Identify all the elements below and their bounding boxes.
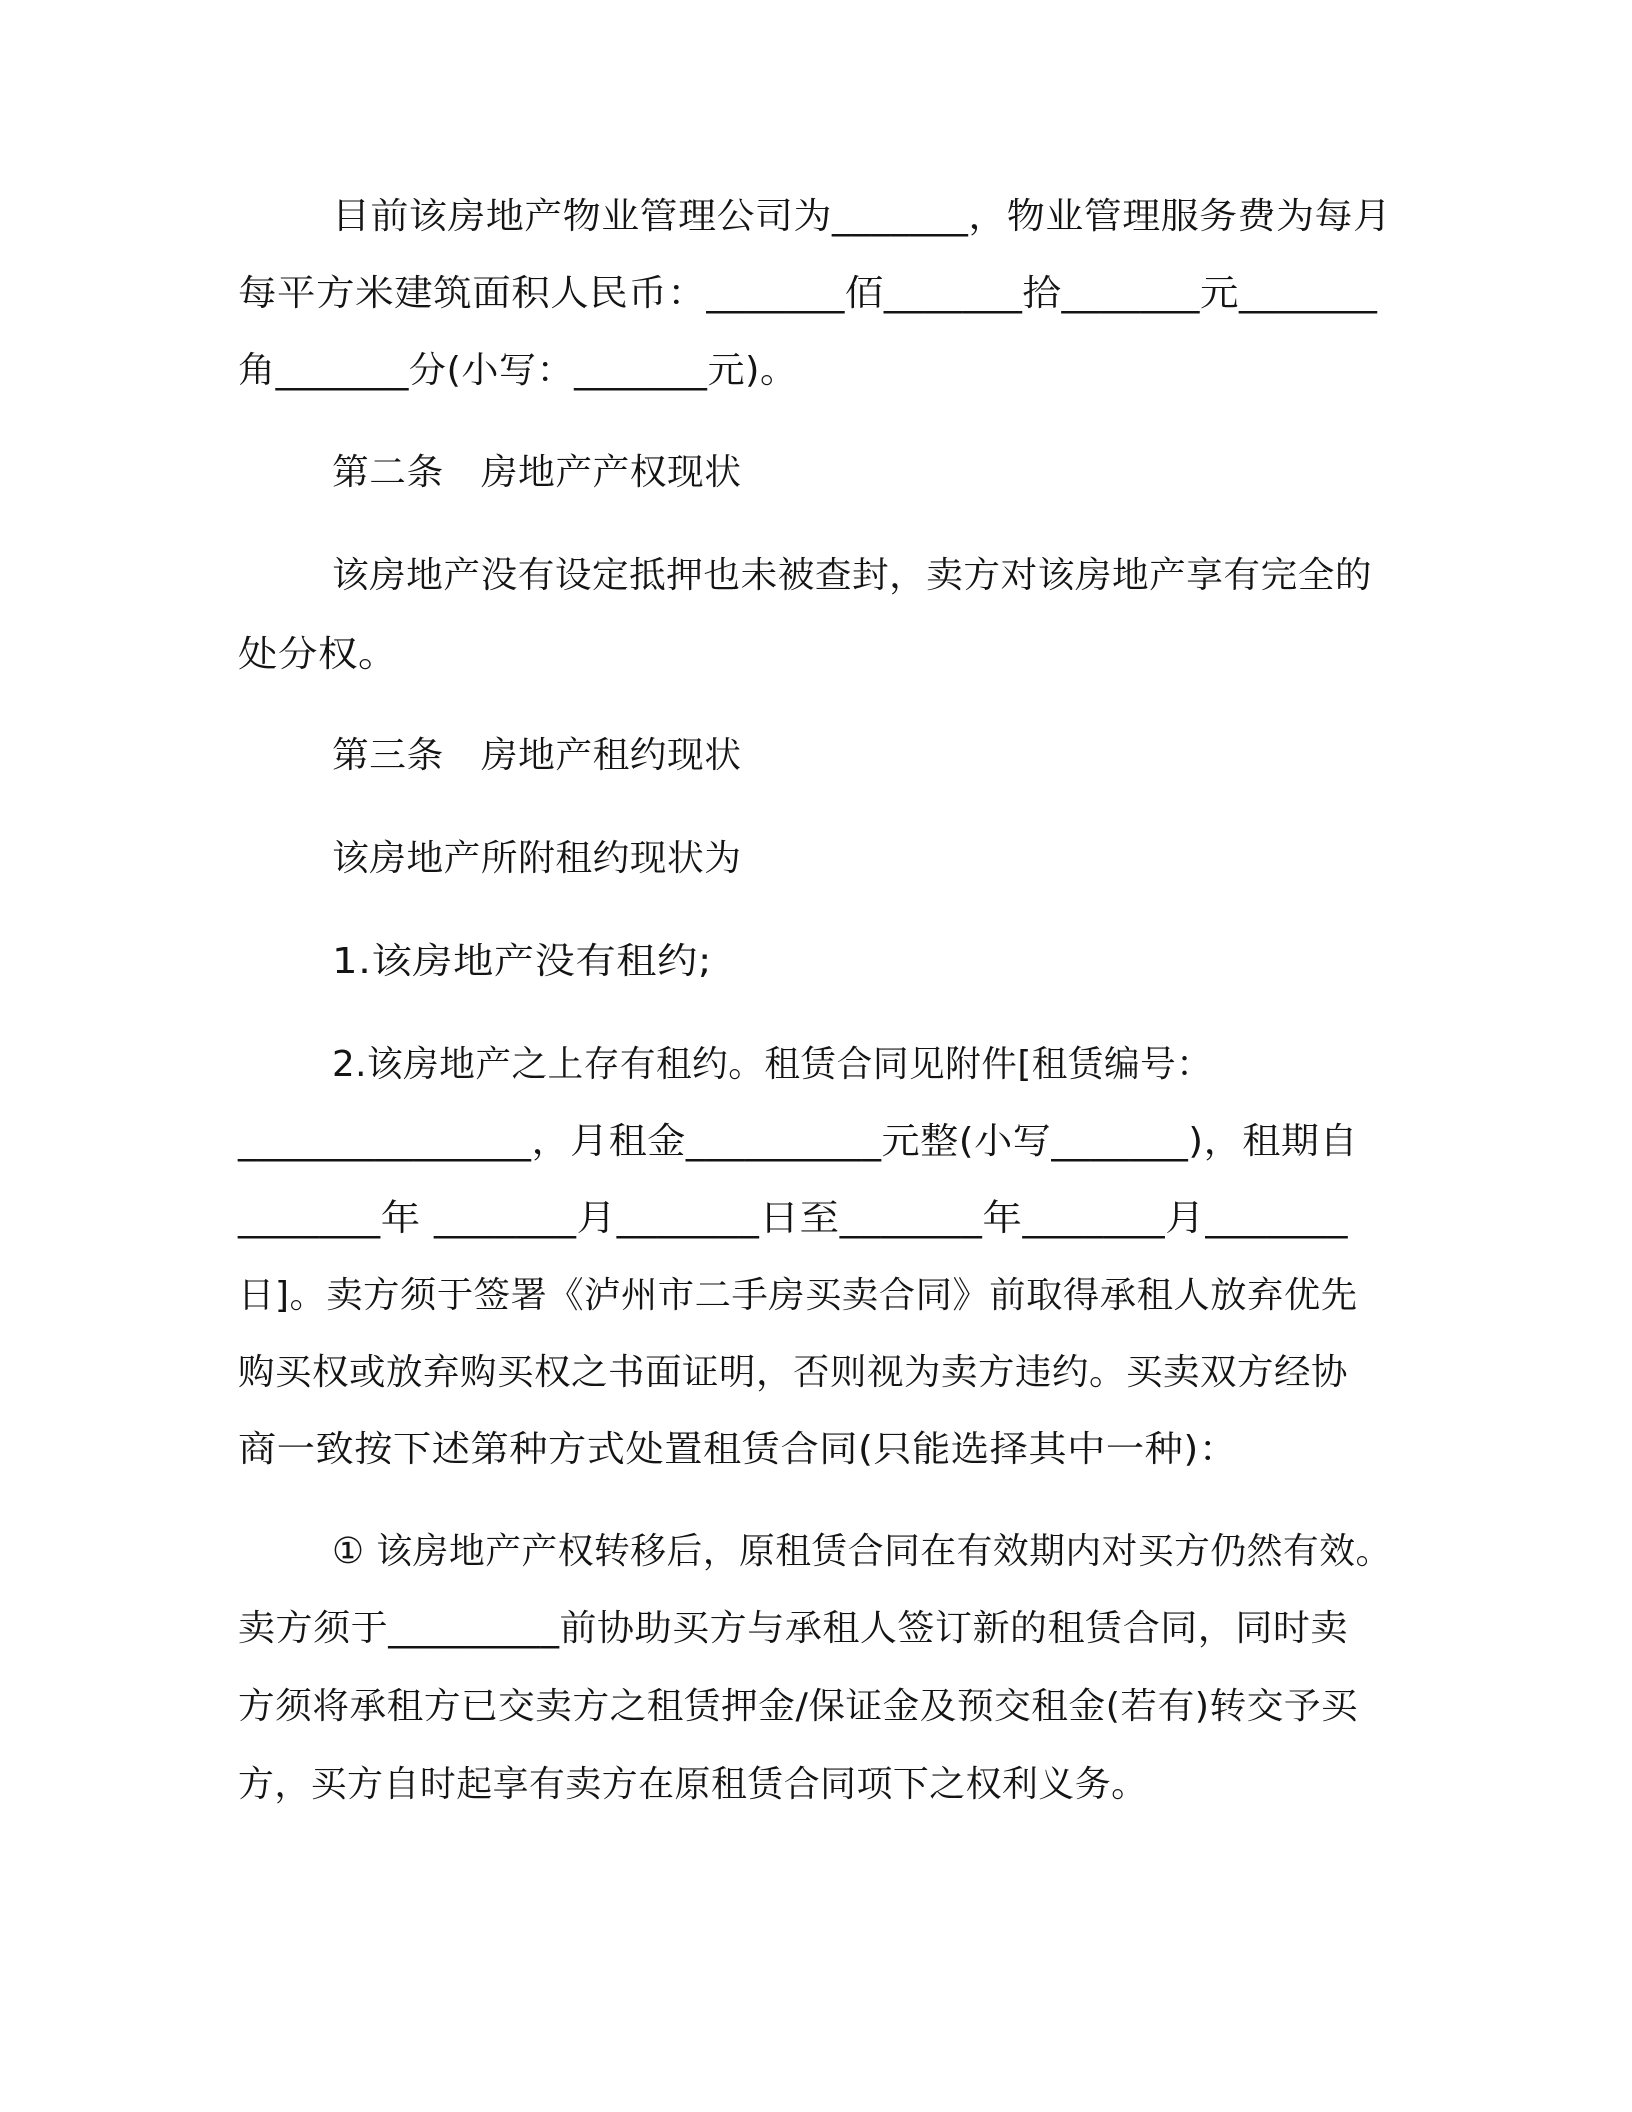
text-line-18: 方须将承租方已交卖方之租赁押金/保证金及预交租金(若有)转交予买 (238, 1686, 1359, 1727)
option-circle-1: ① 该房地产产权转移后，原租赁合同在有效期内对买方仍然有效。 (332, 1531, 1392, 1572)
text-line-8: 该房地产所附租约现状为 (332, 838, 742, 879)
text-line-19: 方，买方自时起享有卖方在原租赁合同项下之权利义务。 (238, 1764, 1148, 1805)
text-line-1: 目前该房地产物业管理公司为_______，物业管理服务费为每月 (332, 196, 1392, 237)
text-line-11: _______________，月租金__________元整(小写_______)，租期自 (238, 1121, 1359, 1162)
lease-option-1: 1.该房地产没有租约; (332, 941, 712, 982)
text-line-13: 日]。卖方须于签署《泸州市二手房买卖合同》前取得承租人放弃优先 (238, 1275, 1358, 1316)
text-line-17: 卖方须于_________前协助买方与承租人签订新的租赁合同，同时卖 (238, 1608, 1349, 1649)
article-2-heading: 第二条 房地产产权现状 (332, 452, 742, 493)
text-line-2: 每平方米建筑面积人民币：_______佰_______拾_______元_______ (238, 273, 1378, 314)
text-line-12: _______年 _______月_______日至_______年_______月_______ (238, 1198, 1348, 1239)
text-line-3: 角_______分(小写：_______元)。 (238, 350, 798, 391)
text-line-6: 处分权。 (238, 634, 399, 675)
text-line-5: 该房地产没有设定抵押也未被查封，卖方对该房地产享有完全的 (332, 555, 1373, 596)
article-3-heading: 第三条 房地产租约现状 (332, 735, 742, 776)
text-line-14: 购买权或放弃购买权之书面证明，否则视为卖方违约。买卖双方经协 (238, 1352, 1349, 1393)
text-line-15: 商一致按下述第种方式处置租赁合同(只能选择其中一种)： (238, 1429, 1238, 1470)
lease-option-2: 2.该房地产之上存有租约。租赁合同见附件[租赁编号： (332, 1044, 1213, 1085)
